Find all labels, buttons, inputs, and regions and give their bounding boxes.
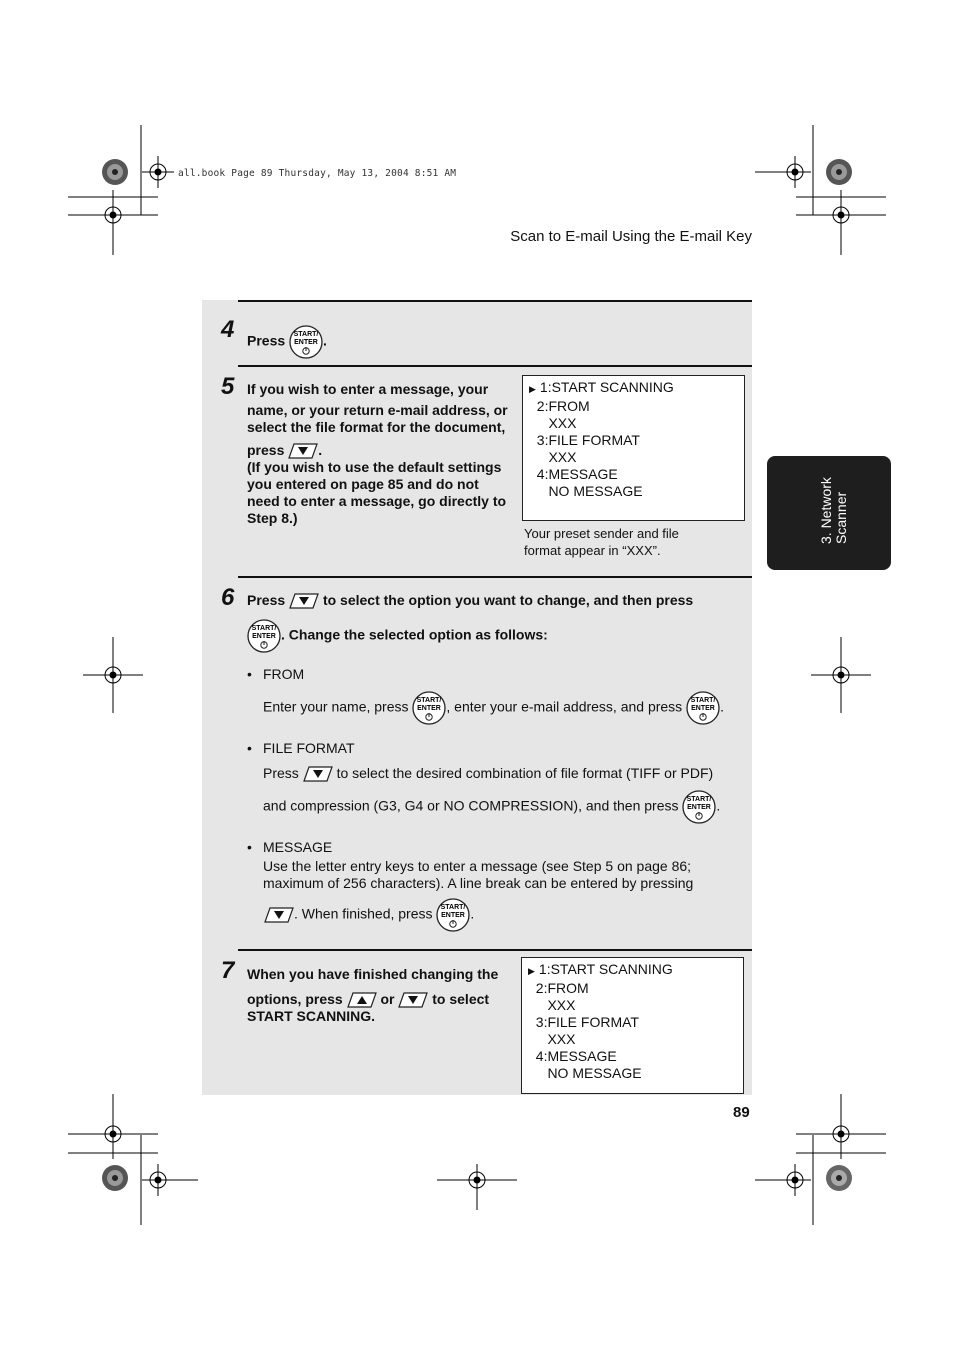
- file-format-text-2: and compression (G3, G4 or NO COMPRESSION), and then press START/ ENTER .: [263, 790, 720, 824]
- lcd-display: [522, 375, 745, 521]
- step-5-text: If you wish to enter a message, your name, or your return e-mail address, or select the file format for the document, press . (If you wish to use the default settings you entered on page 85 and do not need to enter a message, go directly to Step 8.): [247, 381, 508, 527]
- start-enter-button-icon: [412, 691, 446, 725]
- lcd-line: NO MESSAGE: [529, 483, 643, 499]
- section-tab-line2: Scanner: [833, 491, 849, 544]
- svg-text:START/: START/: [441, 904, 466, 911]
- section-tab: [767, 456, 891, 570]
- lcd-line: XXX: [528, 997, 576, 1013]
- bullet: •: [247, 666, 252, 682]
- svg-text:START/: START/: [251, 625, 277, 632]
- file-format-title: FILE FORMAT: [263, 740, 355, 756]
- lcd-line: 3:FILE FORMAT: [528, 1014, 639, 1030]
- step-number: 5: [221, 373, 235, 400]
- lcd-line: ▶ 1:START SCANNING: [529, 379, 674, 395]
- start-enter-button-icon: [686, 691, 720, 725]
- bullet: •: [247, 740, 252, 756]
- step-6-text-2: START/ ENTER . Change the selected option as follows:: [247, 619, 548, 653]
- start-enter-button-icon: [436, 898, 470, 932]
- svg-text:ENTER: ENTER: [252, 633, 276, 640]
- svg-text:START/: START/: [417, 697, 442, 704]
- svg-text:START/: START/: [690, 697, 716, 704]
- down-arrow-button-icon: [303, 766, 333, 782]
- step-divider: [238, 576, 752, 578]
- step-divider: [238, 300, 752, 302]
- lcd-line: 4:MESSAGE: [529, 466, 618, 482]
- lcd-line: 3:FILE FORMAT: [529, 432, 640, 448]
- lcd-display: [521, 957, 744, 1094]
- svg-text:ENTER: ENTER: [294, 339, 318, 346]
- section-tab-line1: 3. Network: [818, 477, 834, 544]
- start-enter-button-icon: [247, 619, 281, 653]
- from-title: FROM: [263, 666, 305, 682]
- down-arrow-button-icon: [264, 907, 294, 923]
- down-arrow-button-icon: [288, 443, 318, 459]
- svg-text:ENTER: ENTER: [687, 804, 712, 811]
- from-text: Enter your name, press START/ ENTER , enter your e-mail address, and press START/ ENTER .: [263, 691, 724, 725]
- step-6-text: Press to select the option you want to change, and then press: [247, 592, 694, 608]
- lcd-line: NO MESSAGE: [528, 1065, 642, 1081]
- lcd-line: XXX: [529, 449, 577, 465]
- file-format-text: Press to select the desired combination of file format (TIFF or PDF): [263, 765, 714, 781]
- message-text: Use the letter entry keys to enter a message (see Step 5 on page 86; maximum of 256 characters). A line break can be entered by pressing: [263, 858, 694, 891]
- svg-text:ENTER: ENTER: [691, 705, 715, 712]
- lcd-line: XXX: [529, 415, 577, 431]
- svg-text:ENTER: ENTER: [441, 912, 466, 919]
- step-divider: [238, 949, 752, 951]
- print-info: all.book Page 89 Thursday, May 13, 2004 8:51 AM: [178, 168, 457, 179]
- bullet: •: [247, 839, 252, 855]
- step-number: 6: [221, 584, 235, 611]
- message-title: MESSAGE: [263, 839, 333, 855]
- lcd-line: 2:FROM: [528, 980, 589, 996]
- step-4-text: Press START/ ENTER .: [247, 325, 327, 359]
- lcd-line: 2:FROM: [529, 398, 590, 414]
- step-number: 7: [221, 957, 235, 984]
- menu-pointer-icon: ▶: [528, 966, 535, 976]
- down-arrow-button-icon: [398, 992, 428, 1008]
- up-arrow-button-icon: [347, 992, 377, 1008]
- lcd-caption: Your preset sender and file format appear in “XXX”.: [524, 526, 679, 558]
- svg-text:ENTER: ENTER: [417, 705, 442, 712]
- svg-text:START/: START/: [293, 331, 319, 338]
- lcd-line: ▶ 1:START SCANNING: [528, 961, 673, 977]
- start-enter-button-icon: [289, 325, 323, 359]
- lcd-line: 4:MESSAGE: [528, 1048, 617, 1064]
- svg-text:START/: START/: [687, 796, 712, 803]
- lcd-line: XXX: [528, 1031, 576, 1047]
- menu-pointer-icon: ▶: [529, 384, 536, 394]
- down-arrow-button-icon: [289, 593, 319, 609]
- step-7-text: When you have finished changing the options, press or to select START SCANNING.: [247, 966, 499, 1025]
- page-header-title: Scan to E-mail Using the E-mail Key: [510, 228, 752, 245]
- message-text-2: . When finished, press START/ ENTER .: [264, 898, 474, 932]
- step-divider: [238, 365, 752, 367]
- page-number: 89: [733, 1104, 750, 1121]
- start-enter-button-icon: [682, 790, 716, 824]
- step-number: 4: [221, 316, 235, 343]
